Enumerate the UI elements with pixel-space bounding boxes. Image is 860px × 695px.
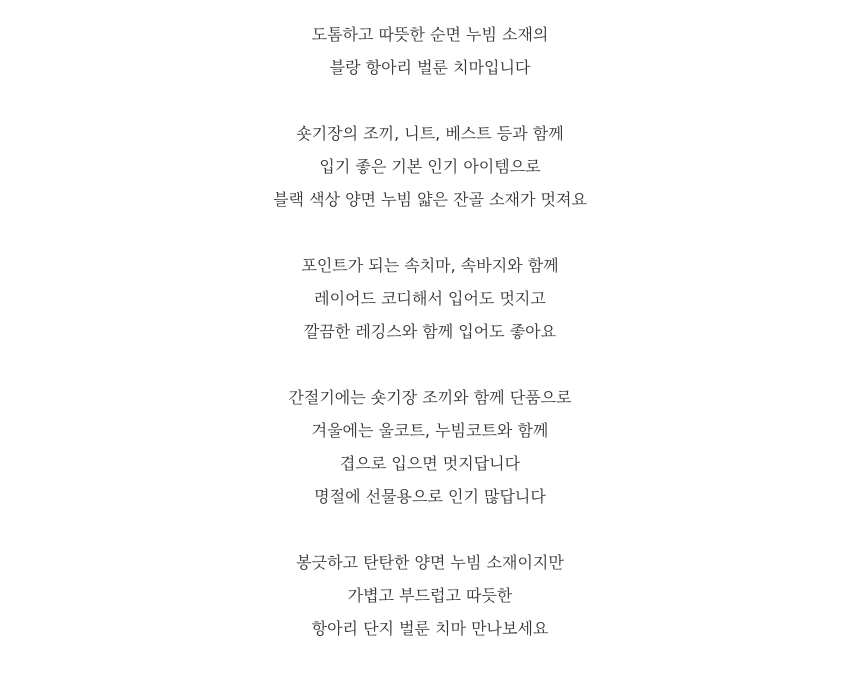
description-line: 블랑 항아리 벌룬 치마입니다 (329, 58, 531, 77)
description-line: 깔끔한 레깅스와 함께 입어도 좋아요 (303, 322, 557, 341)
description-paragraph-4 (0, 381, 860, 513)
description-line: 입기 좋은 기본 인기 아이템으로 (319, 157, 541, 176)
description-line: 레이어드 코디해서 입어도 멋지고 (314, 289, 546, 308)
description-line: 블랙 색상 양면 누빔 얇은 잔골 소재가 멋져요 (273, 190, 587, 209)
description-paragraph-3 (0, 249, 860, 348)
description-line: 포인트가 되는 속치마, 속바지와 함께 (301, 256, 559, 275)
description-line: 항아리 단지 벌룬 치마 만나보세요 (311, 619, 549, 638)
description-line: 가볍고 부드럽고 따듯한 (347, 586, 513, 605)
description-line: 겹으로 입으면 멋지답니다 (339, 454, 521, 473)
description-line: 명절에 선물용으로 인기 많답니다 (314, 487, 546, 506)
description-line: 숏기장의 조끼, 니트, 베스트 등과 함께 (296, 124, 564, 143)
description-paragraph-2 (0, 117, 860, 216)
description-line: 겨울에는 울코트, 누빔코트와 함께 (311, 421, 549, 440)
description-paragraph-1 (0, 18, 860, 84)
description-line: 도톰하고 따뜻한 순면 누빔 소재의 (311, 25, 549, 44)
description-paragraph-5 (0, 546, 860, 645)
description-line: 봉긋하고 탄탄한 양면 누빔 소재이지만 (296, 553, 564, 572)
description-line: 간절기에는 숏기장 조끼와 함께 단품으로 (288, 388, 572, 407)
